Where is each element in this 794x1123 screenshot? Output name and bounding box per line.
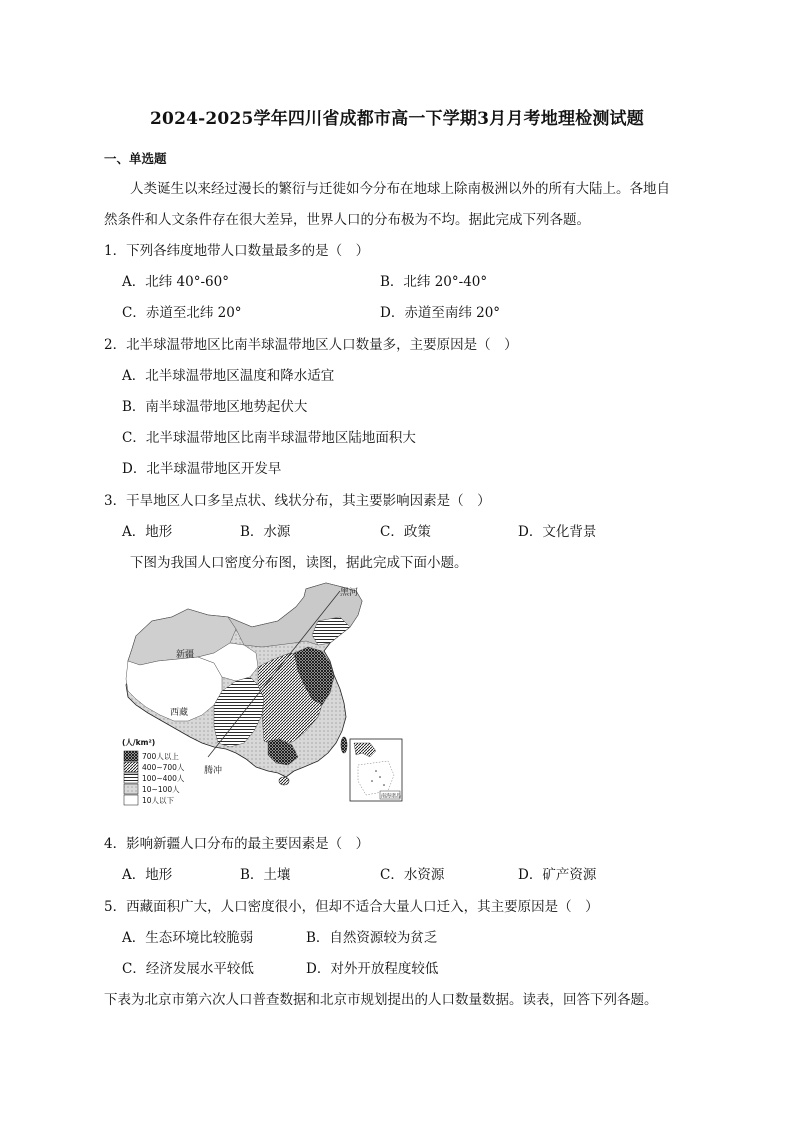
map-intro-text: 下图为我国人口密度分布图，读图，据此完成下面小题。 <box>130 555 468 571</box>
question-5-option-c[interactable]: C．经济发展水平较低 <box>122 961 254 977</box>
intro-paragraph-line-2: 然条件和人文条件存在很大差异，世界人口的分布极为不均。据此完成下列各题。 <box>104 212 590 228</box>
legend-item-4: 10~100人 <box>142 785 180 794</box>
question-3-option-a[interactable]: A．地形 <box>122 524 173 540</box>
question-1-option-c[interactable]: C．赤道至北纬 20° <box>122 305 242 321</box>
section-heading: 一、单选题 <box>104 151 167 166</box>
question-2-option-c[interactable]: C．北半球温带地区比南半球温带地区陆地面积大 <box>122 430 416 446</box>
taiwan-island <box>341 737 347 753</box>
table-intro-text: 下表为北京市第六次人口普查数据和北京市规划提出的人口数量数据。读表，回答下列各题。 <box>104 992 658 1008</box>
question-3-option-d[interactable]: D．文化背景 <box>518 524 597 540</box>
question-4-option-c[interactable]: C．水资源 <box>380 867 445 883</box>
legend-item-2: 400~700人 <box>142 763 185 772</box>
question-4-option-a[interactable]: A．地形 <box>122 867 173 883</box>
question-2-option-d[interactable]: D．北半球温带地区开发早 <box>122 461 282 477</box>
hainan-island <box>279 777 289 785</box>
page-title: 2024-2025学年四川省成都市高一下学期3月月考地理检测试题 <box>150 109 644 129</box>
question-2-option-a[interactable]: A．北半球温带地区温度和降水适宜 <box>122 368 335 384</box>
question-2-option-b[interactable]: B．南半球温带地区地势起伏大 <box>122 399 308 415</box>
label-xizang: 西藏 <box>170 708 189 718</box>
label-south-china-sea-islands: 南海诸岛 <box>381 793 402 800</box>
label-heihe: 黑河 <box>340 588 359 598</box>
label-tengchong: 腾冲 <box>204 766 223 776</box>
question-1-option-a[interactable]: A．北纬 40°-60° <box>122 274 229 290</box>
question-4-stem: 4．影响新疆人口分布的最主要因素是（ ） <box>104 836 370 852</box>
intro-paragraph-line-1: 人类诞生以来经过漫长的繁衍与迁徙如今分布在地球上除南极洲以外的所有大陆上。各地自 <box>130 181 670 197</box>
question-3-stem: 3．干旱地区人口多呈点状、线状分布，其主要影响因素是（ ） <box>104 493 491 509</box>
question-5-option-d[interactable]: D．对外开放程度较低 <box>306 961 439 977</box>
legend-item-3: 100~400人 <box>142 774 185 783</box>
question-2-stem: 2．北半球温带地区比南半球温带地区人口数量多，主要原因是（ ） <box>104 337 518 353</box>
question-5-option-b[interactable]: B．自然资源较为贫乏 <box>306 930 438 946</box>
label-xinjiang: 新疆 <box>176 650 195 660</box>
question-1-option-d[interactable]: D．赤道至南纬 20° <box>380 305 501 321</box>
question-1-stem: 1．下列各纬度地带人口数量最多的是（ ） <box>104 243 370 259</box>
question-5-option-a[interactable]: A．生态环境比较脆弱 <box>122 930 254 946</box>
question-1-option-b[interactable]: B．北纬 20°-40° <box>380 274 488 290</box>
question-3-option-c[interactable]: C．政策 <box>380 524 431 540</box>
question-3-option-b[interactable]: B．水源 <box>240 524 291 540</box>
question-4-option-b[interactable]: B．土壤 <box>240 867 291 883</box>
legend-unit: (人/km²) <box>122 738 156 747</box>
legend-item-1: 700人以上 <box>142 752 179 761</box>
legend-item-5: 10人以下 <box>142 796 175 805</box>
question-4-option-d[interactable]: D．矿产资源 <box>518 867 597 883</box>
population-density-map <box>118 581 418 821</box>
question-5-stem: 5．西藏面积广大，人口密度很小，但却不适合大量人口迁入，其主要原因是（ ） <box>104 899 599 915</box>
map-legend <box>122 737 185 805</box>
south-china-sea-inset <box>350 739 402 801</box>
northeast-region <box>312 617 350 645</box>
